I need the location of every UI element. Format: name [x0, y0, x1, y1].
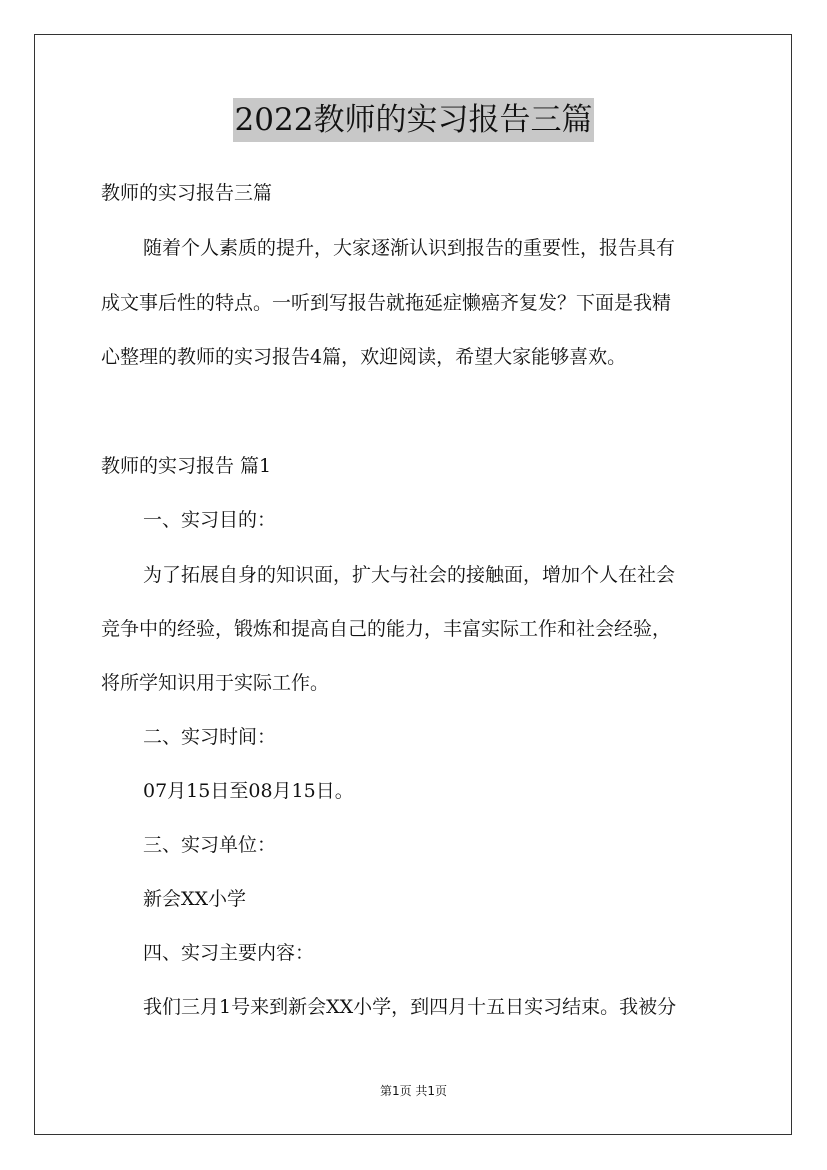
document-title: 2022教师的实习报告三篇	[233, 98, 595, 142]
content-heading: 四、实习主要内容：	[143, 942, 315, 964]
purpose-line-1: 为了拓展自身的知识面，扩大与社会的接触面，增加个人在社会	[143, 564, 676, 586]
unit-heading: 三、实习单位：	[143, 834, 277, 856]
document-title-wrap	[0, 98, 827, 142]
unit-body: 新会XX小学	[143, 888, 247, 910]
document-subtitle: 教师的实习报告三篇	[101, 182, 273, 204]
purpose-line-2: 竞争中的经验，锻炼和提高自己的能力，丰富实际工作和社会经验，	[101, 618, 672, 640]
section-heading: 教师的实习报告 篇1	[101, 455, 272, 477]
purpose-heading: 一、实习目的：	[143, 509, 277, 531]
page-footer: 第1页 共1页	[379, 1084, 448, 1098]
intro-line-2: 成文事后性的特点。一听到写报告就拖延症懒癌齐复发？下面是我精	[101, 292, 672, 314]
time-body: 07月15日至08月15日。	[143, 780, 354, 802]
intro-line-3: 心整理的教师的实习报告4篇，欢迎阅读，希望大家能够喜欢。	[101, 346, 627, 368]
intro-line-1: 随着个人素质的提升，大家逐渐认识到报告的重要性，报告具有	[143, 237, 676, 259]
time-heading: 二、实习时间：	[143, 726, 277, 748]
content-body-line-1: 我们三月1号来到新会XX小学，到四月十五日实习结束。我被分	[143, 996, 677, 1018]
purpose-line-3: 将所学知识用于实际工作。	[101, 672, 330, 694]
